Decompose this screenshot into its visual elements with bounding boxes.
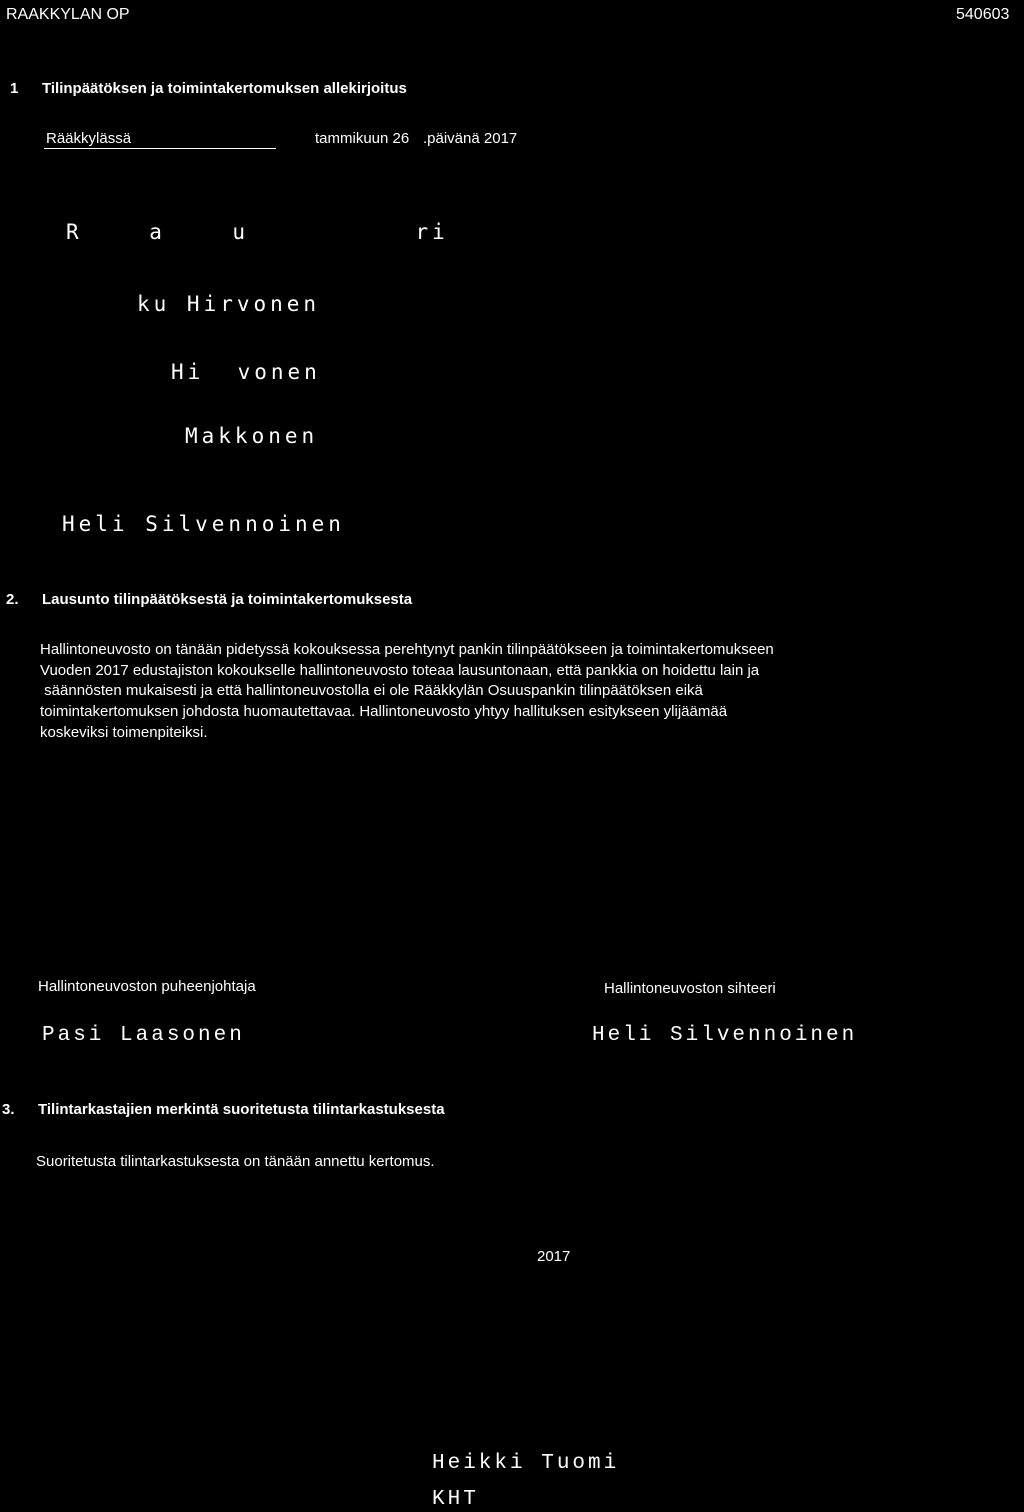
section3-number: 3. (2, 1101, 15, 1118)
statement-line-3: säännösten mukaisesti ja että hallintoneuvostolla ei ole Rääkkylän Osuuspankin tilinpäätöksen eikä (40, 682, 703, 700)
signing-date-day: tammikuun 26 (315, 130, 410, 147)
section1-number: 1 (10, 80, 19, 97)
section3-title: Tilintarkastajien merkintä suoritetusta tilintarkastuksesta (38, 1101, 445, 1118)
statement-line-1: Hallintoneuvosto on tänään pidetyssä kokouksessa perehtynyt pankin tilinpäätökseen ja toimintakertomukseen (40, 641, 774, 658)
secretary-label: Hallintoneuvoston sihteeri (604, 980, 776, 997)
board-signature-5: Heli Silvennoinen (62, 512, 345, 536)
audit-statement: Suoritetusta tilintarkastuksesta on tänään annettu kertomus. (36, 1153, 435, 1170)
secretary-signature: Heli Silvennoinen (592, 1024, 858, 1047)
board-signature-4: Makkonen (185, 424, 319, 448)
auditor-title: KHT (432, 1488, 479, 1511)
chair-signature: Pasi Laasonen (42, 1024, 245, 1047)
document-number: 540603 (956, 6, 1010, 23)
signing-place: Rääkkylässä (46, 130, 132, 147)
section2-title: Lausunto tilinpäätöksestä ja toimintakertomuksesta (42, 591, 413, 608)
statement-line-4: toimintakertomuksen johdosta huomautettavaa. Hallintoneuvosto yhtyy hallituksen esitykseen ylijäämää (40, 703, 728, 721)
statement-line-2: Vuoden 2017 edustajiston kokoukselle hallintoneuvosto toteaa lausuntonaan, että pankkia on hoidettu lain ja (40, 661, 760, 679)
chair-label: Hallintoneuvoston puheenjohtaja (38, 978, 256, 995)
board-signature-1: R a u ri (66, 220, 449, 244)
signing-date-suffix: .päivänä 2017 (423, 130, 518, 147)
bank-name: RAAKKYLAN OP (6, 6, 130, 23)
section2-number: 2. (6, 591, 19, 608)
section1-title: Tilinpäätöksen ja toimintakertomuksen allekirjoitus (42, 80, 407, 97)
auditor-signature: Heikki Tuomi (432, 1452, 620, 1475)
board-signature-2: ku Hirvonen (137, 292, 321, 316)
statement-paragraph (40, 640, 970, 744)
place-underline (44, 148, 276, 149)
board-signature-3: Hi vonen (171, 360, 321, 384)
audit-year: 2017 (537, 1248, 571, 1265)
statement-line-5: koskeviksi toimenpiteiksi. (40, 723, 208, 741)
